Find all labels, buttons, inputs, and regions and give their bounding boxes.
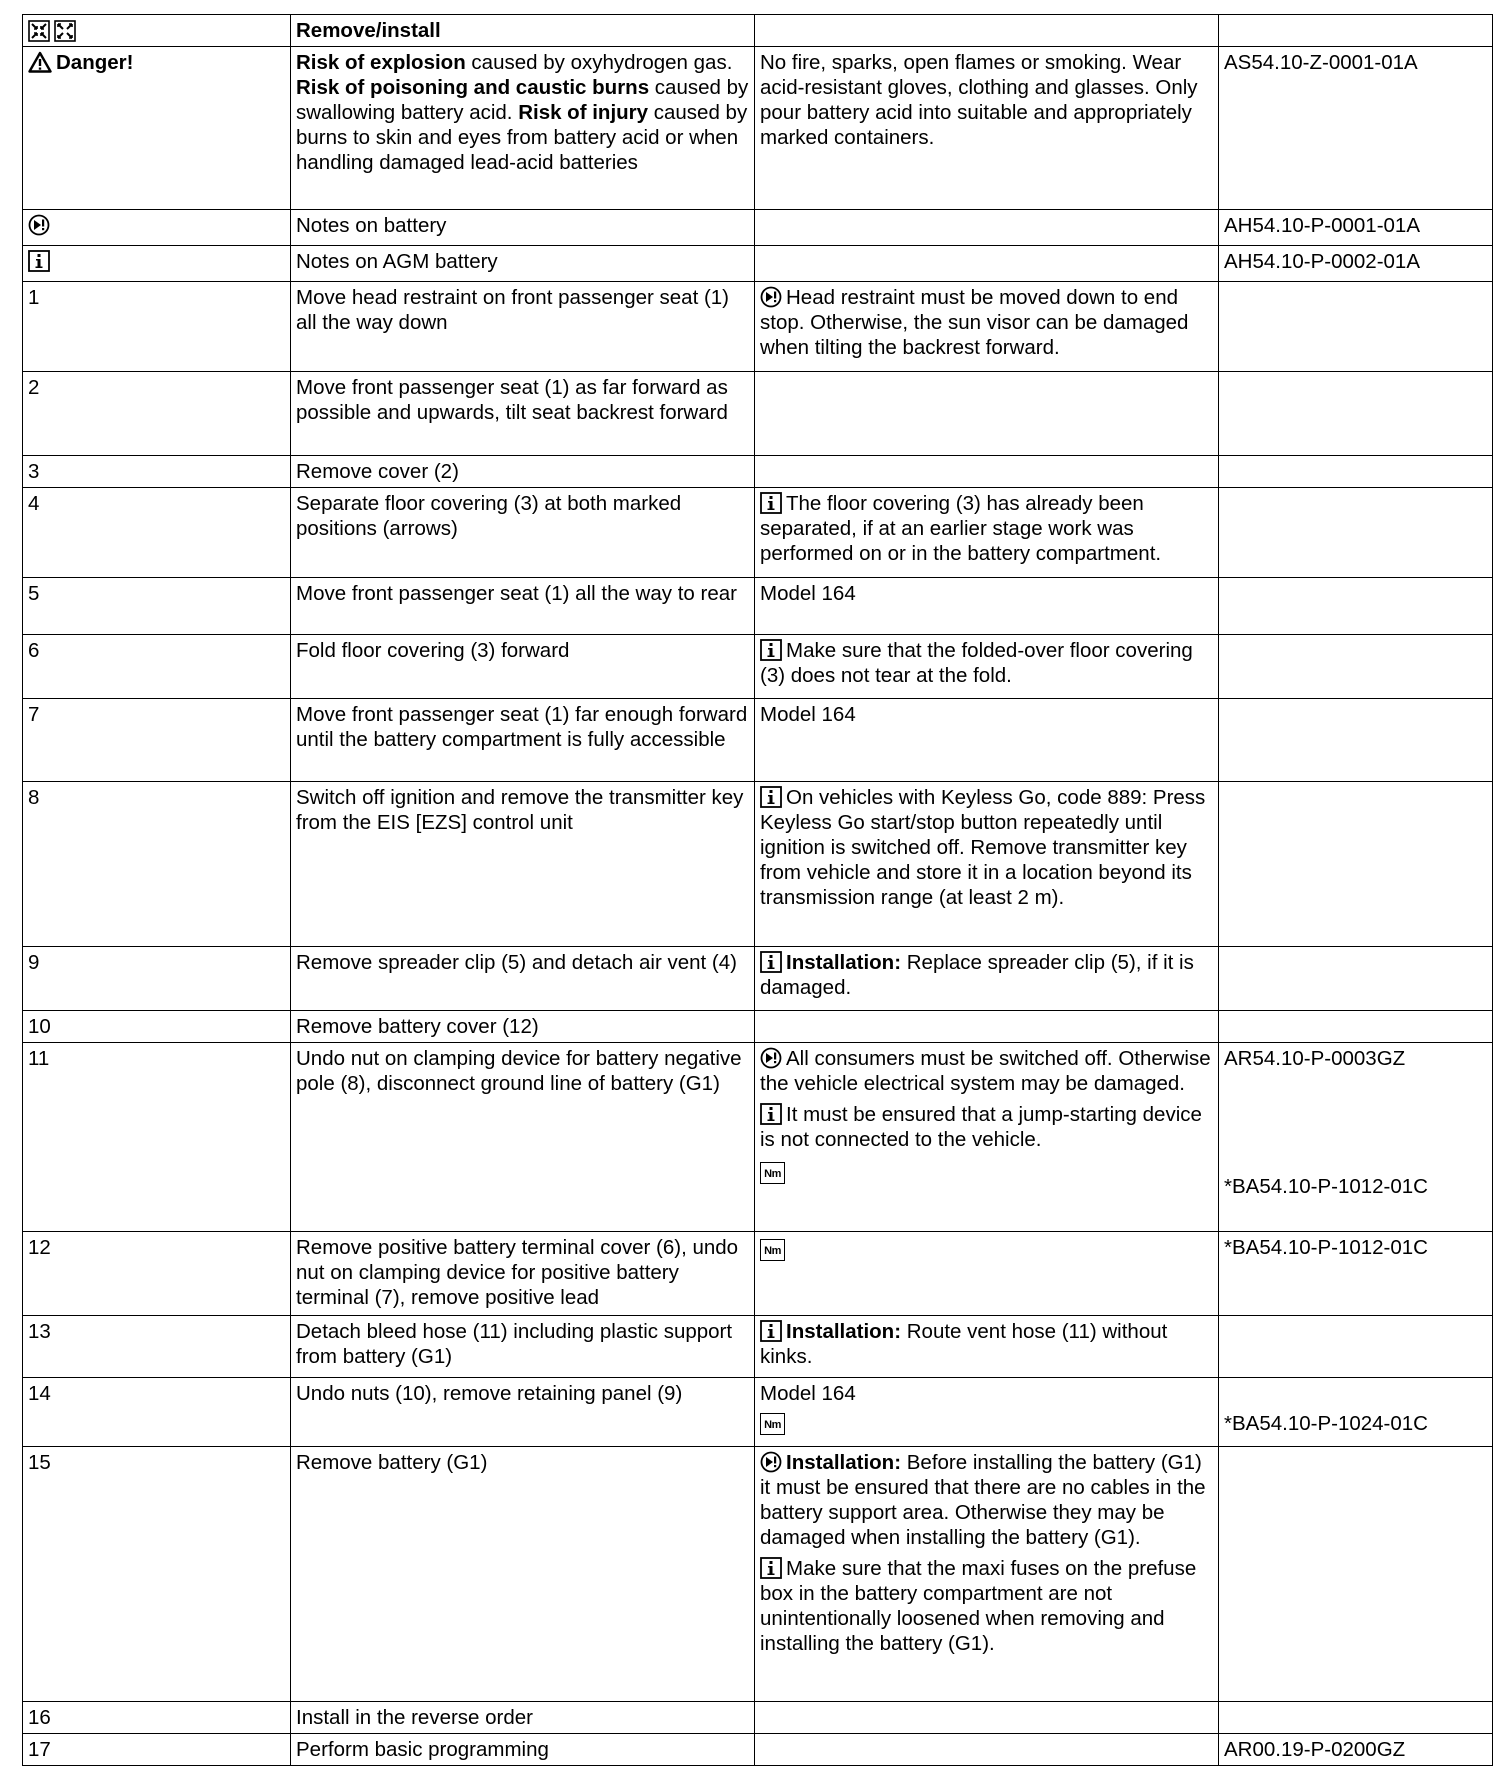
- step-note: The floor covering (3) has already been separated, if at an earlier stage work was performed on or in the battery compartment.: [760, 492, 1162, 565]
- step-row: [23, 1232, 1493, 1316]
- step-action: Remove battery (G1): [291, 1447, 755, 1702]
- header-empty-cell: [755, 15, 1219, 47]
- note-text: Notes on battery: [291, 210, 755, 246]
- step-note: Model 164: [760, 1382, 856, 1405]
- step-row: [23, 1378, 1493, 1447]
- info-icon: [760, 492, 782, 514]
- notes-row: [23, 246, 1493, 282]
- empty-cell: [1219, 635, 1493, 699]
- step-note: It must be ensured that a jump-starting device is not connected to the vehicle.: [760, 1103, 1202, 1151]
- step-note: All consumers must be switched off. Otherwise the vehicle electrical system may be damaged.: [760, 1047, 1211, 1095]
- step-number: 9: [23, 947, 291, 1011]
- step-action: Switch off ignition and remove the transmitter key from the EIS [EZS] control unit: [291, 782, 755, 947]
- danger-text: caused by oxyhydrogen gas.: [465, 51, 733, 74]
- caution-note-icon: [28, 214, 50, 236]
- header-title: Remove/install: [291, 15, 755, 47]
- info-icon: [760, 786, 782, 808]
- step-number: 10: [23, 1011, 291, 1043]
- danger-code: AS54.10-Z-0001-01A: [1219, 47, 1493, 210]
- step-row: [23, 1043, 1493, 1232]
- step-number: 13: [23, 1316, 291, 1378]
- step-row: [23, 488, 1493, 578]
- danger-text: caused by swallowing battery acid.: [296, 76, 749, 124]
- step-code: *BA54.10-P-1012-01C: [1224, 1175, 1428, 1198]
- step-note-cell: [755, 635, 1219, 699]
- torque-nm-icon: Nm: [760, 1239, 785, 1261]
- step-note: On vehicles with Keyless Go, code 889: Press Keyless Go start/stop button repeatedly until ignition is switched off. Remove transmitter key from vehicle and store it in a location beyond its transmission range (at least 2 m).: [760, 786, 1206, 909]
- step-note-cell: [755, 282, 1219, 372]
- step-action: Remove battery cover (12): [291, 1011, 755, 1043]
- step-note-cell: [755, 947, 1219, 1011]
- step-note-cell: [755, 1232, 1219, 1316]
- step-row: [23, 635, 1493, 699]
- step-action: Move head restraint on front passenger seat (1) all the way down: [291, 282, 755, 372]
- step-number: 2: [23, 372, 291, 456]
- caution-note-icon: [760, 286, 782, 308]
- step-note: Model 164: [755, 699, 1219, 782]
- empty-cell: [1219, 1316, 1493, 1378]
- install-icon: [54, 20, 76, 42]
- step-code: *BA54.10-P-1024-01C: [1224, 1412, 1428, 1435]
- step-action: Remove cover (2): [291, 456, 755, 488]
- caution-note-icon: [760, 1047, 782, 1069]
- notes-row: [23, 210, 1493, 246]
- note-code: AH54.10-P-0001-01A: [1219, 210, 1493, 246]
- step-note-cell: [755, 782, 1219, 947]
- note-icon-cell: [23, 246, 291, 282]
- step-action: Undo nut on clamping device for battery negative pole (8), disconnect ground line of battery (G1): [291, 1043, 755, 1232]
- step-note: Make sure that the maxi fuses on the prefuse box in the battery compartment are not unintentionally loosened when removing and installing the battery (G1).: [760, 1557, 1197, 1655]
- step-note: Route vent hose (11) without kinks.: [760, 1320, 1168, 1368]
- torque-nm-icon: Nm: [760, 1413, 785, 1435]
- step-action: Fold floor covering (3) forward: [291, 635, 755, 699]
- step-row: [23, 699, 1493, 782]
- step-note: Make sure that the folded-over floor covering (3) does not tear at the fold.: [760, 639, 1193, 687]
- step-row: [23, 1447, 1493, 1702]
- empty-cell: [1219, 782, 1493, 947]
- step-code: AR54.10-P-0003GZ: [1224, 1047, 1406, 1070]
- step-note-cell: [755, 488, 1219, 578]
- step-number: 7: [23, 699, 291, 782]
- info-icon: [28, 250, 50, 272]
- step-number: 8: [23, 782, 291, 947]
- step-number: 1: [23, 282, 291, 372]
- step-row: [23, 1316, 1493, 1378]
- step-code-cell: [1219, 1378, 1493, 1447]
- danger-text: caused by burns to skin and eyes from battery acid or when handling damaged lead-acid batteries: [296, 101, 748, 174]
- step-code: AR00.19-P-0200GZ: [1219, 1734, 1493, 1766]
- header-row: [23, 15, 1493, 47]
- empty-cell: [755, 210, 1219, 246]
- step-action: Install in the reverse order: [291, 1702, 755, 1734]
- note-code: AH54.10-P-0002-01A: [1219, 246, 1493, 282]
- empty-cell: [1219, 699, 1493, 782]
- step-number: 14: [23, 1378, 291, 1447]
- step-action: Remove spreader clip (5) and detach air vent (4): [291, 947, 755, 1011]
- step-row: [23, 282, 1493, 372]
- step-number: 5: [23, 578, 291, 635]
- note-text: Notes on AGM battery: [291, 246, 755, 282]
- empty-cell: [1219, 282, 1493, 372]
- step-action: Perform basic programming: [291, 1734, 755, 1766]
- step-number: 12: [23, 1232, 291, 1316]
- danger-label-cell: [23, 47, 291, 210]
- procedure-table: [22, 14, 1493, 1766]
- empty-cell: [755, 246, 1219, 282]
- warning-triangle-icon: [28, 51, 52, 73]
- step-number: 6: [23, 635, 291, 699]
- info-icon: [760, 1103, 782, 1125]
- empty-cell: [1219, 947, 1493, 1011]
- step-note-cell: [755, 1316, 1219, 1378]
- step-row: [23, 782, 1493, 947]
- empty-cell: [755, 1734, 1219, 1766]
- step-action: Undo nuts (10), remove retaining panel (9): [291, 1378, 755, 1447]
- empty-cell: [1219, 578, 1493, 635]
- remove-icon: [28, 20, 50, 42]
- step-row: [23, 1702, 1493, 1734]
- step-code-cell: [1219, 1043, 1493, 1232]
- step-row: [23, 1011, 1493, 1043]
- step-number: 17: [23, 1734, 291, 1766]
- installation-label: Installation:: [786, 951, 902, 974]
- step-action: Move front passenger seat (1) as far forward as possible and upwards, tilt seat backrest forward: [291, 372, 755, 456]
- risk-poisoning: Risk of poisoning and caustic burns: [296, 76, 650, 99]
- caution-note-icon: [760, 1451, 782, 1473]
- step-note: Before installing the battery (G1) it must be ensured that there are no cables in the battery support area. Otherwise they may be damaged when installing the battery (G1).: [760, 1451, 1206, 1549]
- empty-cell: [1219, 1702, 1493, 1734]
- step-note: Replace spreader clip (5), if it is damaged.: [760, 951, 1194, 999]
- empty-cell: [755, 456, 1219, 488]
- step-note: Model 164: [755, 578, 1219, 635]
- danger-row: [23, 47, 1493, 210]
- step-action: Remove positive battery terminal cover (6), undo nut on clamping device for positive battery terminal (7), remove positive lead: [291, 1232, 755, 1316]
- empty-cell: [1219, 1447, 1493, 1702]
- empty-cell: [1219, 456, 1493, 488]
- header-icons-cell: [23, 15, 291, 47]
- empty-cell: [1219, 372, 1493, 456]
- info-icon: [760, 1320, 782, 1342]
- step-note-cell: [755, 1378, 1219, 1447]
- step-row: [23, 947, 1493, 1011]
- step-code: *BA54.10-P-1012-01C: [1219, 1232, 1493, 1316]
- installation-label: Installation:: [786, 1320, 902, 1343]
- empty-cell: [755, 372, 1219, 456]
- empty-cell: [1219, 1011, 1493, 1043]
- step-note-cell: [755, 1043, 1219, 1232]
- step-number: 15: [23, 1447, 291, 1702]
- danger-text-cell: [291, 47, 755, 210]
- empty-cell: [1219, 488, 1493, 578]
- empty-cell: [755, 1702, 1219, 1734]
- step-row: [23, 372, 1493, 456]
- step-number: 4: [23, 488, 291, 578]
- header-empty-cell: [1219, 15, 1493, 47]
- step-action: Separate floor covering (3) at both marked positions (arrows): [291, 488, 755, 578]
- step-action: Move front passenger seat (1) far enough forward until the battery compartment is fully accessible: [291, 699, 755, 782]
- step-action: Detach bleed hose (11) including plastic support from battery (G1): [291, 1316, 755, 1378]
- step-number: 11: [23, 1043, 291, 1232]
- risk-injury: Risk of injury: [518, 101, 649, 124]
- note-icon-cell: [23, 210, 291, 246]
- info-icon: [760, 1557, 782, 1579]
- step-row: [23, 456, 1493, 488]
- step-row: [23, 1734, 1493, 1766]
- empty-cell: [755, 1011, 1219, 1043]
- step-action: Move front passenger seat (1) all the way to rear: [291, 578, 755, 635]
- step-row: [23, 578, 1493, 635]
- installation-label: Installation:: [786, 1451, 902, 1474]
- danger-label: Danger!: [56, 51, 134, 74]
- step-note-cell: [755, 1447, 1219, 1702]
- step-number: 16: [23, 1702, 291, 1734]
- info-icon: [760, 951, 782, 973]
- info-icon: [760, 639, 782, 661]
- torque-nm-icon: Nm: [760, 1162, 785, 1184]
- step-number: 3: [23, 456, 291, 488]
- step-note: Head restraint must be moved down to end stop. Otherwise, the sun visor can be damaged when tilting the backrest forward.: [760, 286, 1189, 359]
- risk-explosion: Risk of explosion: [296, 51, 466, 74]
- danger-measures: No fire, sparks, open flames or smoking. Wear acid-resistant gloves, clothing and glasses. Only pour battery acid into suitable and appropriately marked containers.: [755, 47, 1219, 210]
